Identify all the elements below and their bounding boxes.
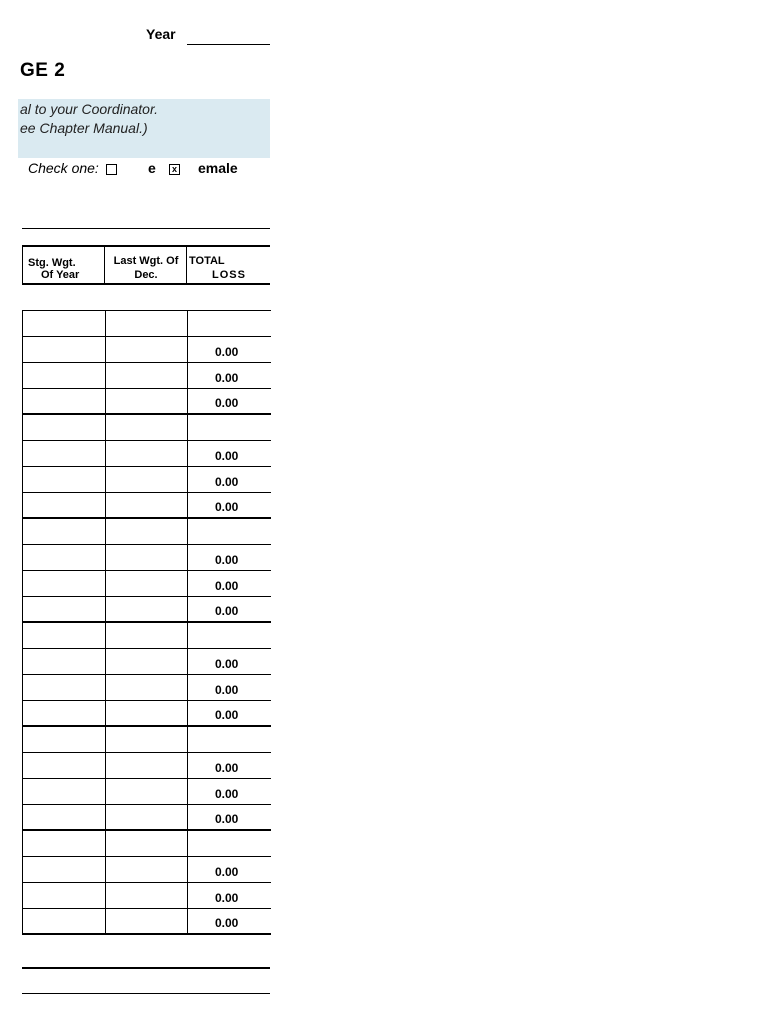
footer-input-line[interactable] [22, 993, 270, 994]
table-row [23, 545, 271, 571]
last-weight-cell[interactable] [105, 389, 188, 413]
start-weight-cell[interactable] [23, 493, 105, 517]
start-weight-cell[interactable] [23, 857, 105, 882]
year-input-line[interactable] [187, 44, 270, 45]
total-loss-cell [187, 415, 272, 440]
table-row [23, 831, 271, 857]
start-weight-cell[interactable] [23, 441, 105, 466]
last-weight-cell[interactable] [105, 597, 188, 621]
column-header-start-weight [22, 247, 105, 283]
table-row [23, 571, 271, 597]
total-loss-cell [187, 701, 272, 725]
name-input-line[interactable] [22, 228, 270, 229]
table-row [23, 857, 271, 883]
last-weight-cell[interactable] [105, 311, 188, 336]
start-weight-cell[interactable] [23, 467, 105, 492]
last-weight-cell[interactable] [105, 909, 188, 933]
start-weight-cell[interactable] [23, 415, 105, 440]
table-row [23, 909, 271, 935]
female-label: emale [198, 160, 238, 176]
total-loss-cell [187, 441, 272, 466]
column-header-line: Of Year [41, 269, 80, 281]
male-checkbox[interactable] [106, 164, 117, 175]
table-row [23, 753, 271, 779]
note-line-1: al to your Coordinator. [20, 101, 158, 117]
footer-rule [22, 967, 270, 969]
total-loss-value: 0.00 [215, 916, 239, 930]
last-weight-cell[interactable] [105, 571, 188, 596]
total-loss-value: 0.00 [215, 657, 239, 671]
weight-loss-table [22, 245, 270, 930]
start-weight-cell[interactable] [23, 675, 105, 700]
total-loss-value: 0.00 [215, 683, 239, 697]
last-weight-cell[interactable] [105, 467, 188, 492]
start-weight-cell[interactable] [23, 597, 105, 621]
total-loss-cell [187, 909, 272, 933]
total-loss-cell [187, 493, 272, 517]
page-heading: GE 2 [20, 60, 66, 81]
last-weight-cell[interactable] [105, 701, 188, 725]
last-weight-cell[interactable] [105, 337, 188, 362]
table-row [23, 727, 271, 753]
total-loss-cell [187, 519, 272, 544]
start-weight-cell[interactable] [23, 311, 105, 336]
total-loss-value: 0.00 [215, 371, 239, 385]
table-row [23, 779, 271, 805]
column-header-line: Last Wgt. Of [113, 255, 179, 267]
note-line-2: ee Chapter Manual.) [20, 120, 148, 136]
last-weight-cell[interactable] [105, 545, 188, 570]
male-label: e [148, 160, 156, 176]
total-loss-cell [187, 467, 272, 492]
column-header-line: Stg. Wgt. [28, 257, 76, 269]
total-loss-value: 0.00 [215, 787, 239, 801]
last-weight-cell[interactable] [105, 857, 188, 882]
table-row [23, 467, 271, 493]
gender-check-label: Check one: [28, 160, 99, 176]
total-loss-cell [187, 571, 272, 596]
last-weight-cell[interactable] [105, 415, 188, 440]
last-weight-cell[interactable] [105, 441, 188, 466]
total-loss-value: 0.00 [215, 449, 239, 463]
start-weight-cell[interactable] [23, 909, 105, 933]
start-weight-cell[interactable] [23, 727, 105, 752]
total-loss-value: 0.00 [215, 579, 239, 593]
total-loss-cell [187, 623, 272, 648]
start-weight-cell[interactable] [23, 831, 105, 856]
female-checkbox[interactable]: x [169, 164, 180, 175]
start-weight-cell[interactable] [23, 337, 105, 362]
start-weight-cell[interactable] [23, 623, 105, 648]
last-weight-cell[interactable] [105, 623, 188, 648]
table-row [23, 389, 271, 415]
start-weight-cell[interactable] [23, 363, 105, 388]
total-loss-cell [187, 389, 272, 413]
total-loss-value: 0.00 [215, 345, 239, 359]
table-row [23, 415, 271, 441]
last-weight-cell[interactable] [105, 753, 188, 778]
table-row [23, 519, 271, 545]
column-header-total-loss [186, 247, 271, 283]
total-loss-cell [187, 883, 272, 908]
column-header-line: Dec. [134, 269, 158, 281]
last-weight-cell[interactable] [105, 493, 188, 517]
start-weight-cell[interactable] [23, 571, 105, 596]
table-header [22, 245, 270, 285]
table-row [23, 441, 271, 467]
total-loss-value: 0.00 [215, 553, 239, 567]
start-weight-cell[interactable] [23, 649, 105, 674]
start-weight-cell[interactable] [23, 545, 105, 570]
table-row [23, 675, 271, 701]
last-weight-cell[interactable] [105, 519, 188, 544]
total-loss-cell [187, 597, 272, 621]
total-loss-cell [187, 545, 272, 570]
total-loss-cell [187, 675, 272, 700]
column-header-line: TOTAL [189, 255, 225, 267]
last-weight-cell[interactable] [105, 727, 188, 752]
total-loss-value: 0.00 [215, 865, 239, 879]
total-loss-value: 0.00 [215, 396, 239, 410]
table-row [23, 493, 271, 519]
total-loss-value: 0.00 [215, 812, 239, 826]
table-row [23, 363, 271, 389]
last-weight-cell[interactable] [105, 649, 188, 674]
column-header-last-weight [104, 247, 187, 283]
table-row [23, 597, 271, 623]
total-loss-cell [187, 363, 272, 388]
total-loss-cell [187, 311, 272, 336]
start-weight-cell[interactable] [23, 753, 105, 778]
total-loss-cell [187, 831, 272, 856]
total-loss-value: 0.00 [215, 500, 239, 514]
last-weight-cell[interactable] [105, 831, 188, 856]
table-row [23, 623, 271, 649]
total-loss-cell [187, 805, 272, 829]
table-row [23, 805, 271, 831]
total-loss-value: 0.00 [215, 891, 239, 905]
last-weight-cell[interactable] [105, 805, 188, 829]
last-weight-cell[interactable] [105, 675, 188, 700]
total-loss-cell [187, 857, 272, 882]
total-loss-value: 0.00 [215, 761, 239, 775]
start-weight-cell[interactable] [23, 519, 105, 544]
last-weight-cell[interactable] [105, 363, 188, 388]
start-weight-cell[interactable] [23, 389, 105, 413]
last-weight-cell[interactable] [105, 883, 188, 908]
total-loss-cell [187, 753, 272, 778]
start-weight-cell[interactable] [23, 701, 105, 725]
start-weight-cell[interactable] [23, 883, 105, 908]
start-weight-cell[interactable] [23, 805, 105, 829]
year-label: Year [146, 26, 176, 42]
total-loss-value: 0.00 [215, 708, 239, 722]
instruction-note [18, 99, 270, 158]
total-loss-cell [187, 727, 272, 752]
total-loss-cell [187, 337, 272, 362]
total-loss-value: 0.00 [215, 604, 239, 618]
total-loss-cell [187, 649, 272, 674]
table-row [23, 649, 271, 675]
table-body [22, 310, 271, 935]
table-row [23, 883, 271, 909]
column-header-line: LOSS [212, 269, 246, 281]
table-row [23, 337, 271, 363]
start-weight-cell[interactable] [23, 779, 105, 804]
table-row [23, 311, 271, 337]
last-weight-cell[interactable] [105, 779, 188, 804]
total-loss-value: 0.00 [215, 475, 239, 489]
table-row [23, 701, 271, 727]
total-loss-cell [187, 779, 272, 804]
